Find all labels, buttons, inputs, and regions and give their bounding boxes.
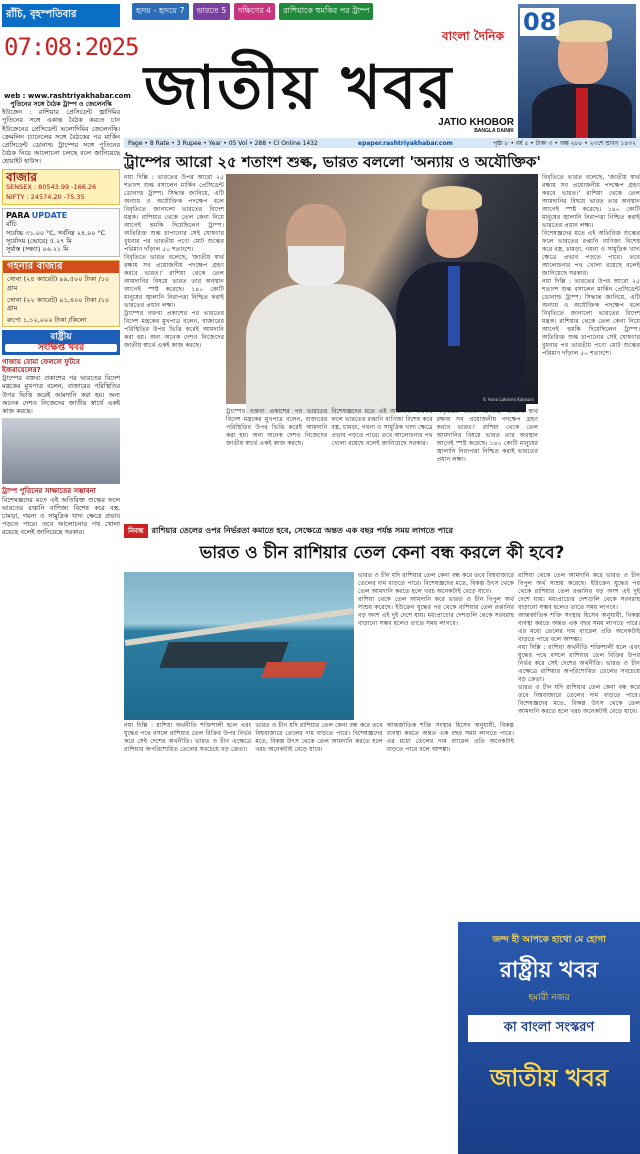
story2-mid: ভারত ও চীন যদি রাশিয়ার তেল কেনা বন্ধ করে তবে বিশ্ববাজারে তেলের দাম বাড়তে পারে। বিশেষজ্ঞদের মতে, বিকল্প উৎস থেকে তেল আমদানি করতে হলে খরচ অনেকটাই বেড়ে যাবে। রাশিয়া থেকে তেল আমদানি করে ভারত ও চীন বিপুল অর্থ সাশ্রয় করেছে। ইউক্রেন যুদ্ধের পর থেকে রাশিয়ার তেল রপ্তানির বড় অংশ এই দুই দেশে যায়। মধ্যপ্রাচ্যের দেশগুলি থেকে সরবরাহ বাড়ানো সম্ভব হলেও তাতে সময় লাগবে। [358,572,514,627]
modi-trump-photo [226,174,538,404]
story2-strap [124,524,640,538]
brief-text-2: বিশেষজ্ঞদের মতে এই অতিরিক্ত শুল্কের ফলে ভারতের রপ্তানি বাণিজ্য বিশেষ করে বস্ত্র, চামড়া, গয়না ও সামুদ্রিক খাদ্য ক্ষেত্রে প্রভাব পড়তে পারে। তবে আলোচনার পথ খোলা রয়েছে বলেই জানিয়েছে সরকার। [2,495,120,537]
nifty: NIFTY : 24574.20 -75.35 [6,193,85,202]
logo-subtitle: বাংলা দৈনিক [441,29,504,43]
story1-right: বিবৃতিতে ভারত বলেছে, 'জাতীয় স্বার্থ রক্ষায় সব প্রয়োজনীয় পদক্ষেপ গ্রহণ করবে ভারত।' রাশিয়া থেকে তেল আমদানির বিষয়ে ভারত তার অবস্থান আগেই স্পষ্ট করেছে। ১৪০ কোটি মানুষের জ্বালানি নিরাপত্তা নিশ্চিত করাই ভারতের প্রধান লক্ষ্য। বিশেষজ্ঞদের মতে এই অতিরিক্ত শুল্কের ফলে ভারতের রপ্তানি বাণিজ্য বিশেষ করে বস্ত্র, চামড়া, গয়না ও সামুদ্রিক খাদ্য ক্ষেত্রে প্রভাব পড়তে পারে। তবে আলোচনার পথ খোলা রয়েছে বলেই জানিয়েছে সরকার। নয়া দিল্লি : ভারতের উপর আরো ২৫ শতাংশ শুল্ক বসালেন মার্কিন প্রেসিডেন্ট ডোনাল্ড ট্রাম্প। সিদ্ধান্ত জানিয়ে, এটি অন্যায় ও অযৌক্তিক পদক্ষেপ বলে বিবৃতিতে জানালো ভারতের বিদেশ মন্ত্রক। রাশিয়ার থেকে তেল কেনা নিয়ে আগেই হুমকি দিয়েছিলেন ট্রাম্প। অতিরিক্ত শুল্ক চাপানোর সেই ঘোষণার বুধবার পর ভারতীয় পণ্যে মোট শুল্কের পরিমাণ দাঁড়াল ৫০ শতাংশে। [542,174,640,357]
photo-caption: © Anna Lakshmi Kalasani [482,397,534,402]
story2-strap-text: রাশিয়ার তেলের ওপর নির্ভরতা কমাতে হবে, সেক্ষেত্রে অন্তত এক বছর পর্যন্ত সময় লাগতে পারে [151,525,454,535]
story2-right: রাশিয়া থেকে তেল আমদানি করে ভারত ও চীন বিপুল অর্থ সাশ্রয় করেছে। ইউক্রেন যুদ্ধের পর থেকে রাশিয়ার তেল রপ্তানির বড় অংশ এই দুই দেশে যায়। মধ্যপ্রাচ্যের দেশগুলি থেকে সরবরাহ বাড়ানো সম্ভব হলেও তাতে সময় লাগবে। আন্তর্জাতিক শক্তি সংস্থার হিসেব অনুযায়ী, বিকল্প ব্যবস্থা করতে অন্তত এক বছর সময় লাগতে পারে। এর মধ্যে তেলের দাম ব্যারেল প্রতি অনেকটাই বাড়তে পারে বলে আশঙ্কা। নয়া দিল্লি : রাশিয়া অর্থনীতি শক্তিশালী হলে এবং যুদ্ধের পথে বসলে রাশিয়ার তেল বিক্রির উপর নির্ভর করে সেই দেশের অর্থনীতি। ভারত ও চীন এক্ষেত্রে রাশিয়ার অপরিশোধিত তেলের সবচেয়ে বড় ক্রেতা। ভারত ও চীন যদি রাশিয়ার তেল কেনা বন্ধ করে তবে বিশ্ববাজারে তেলের দাম বাড়তে পারে। বিশেষজ্ঞদের মতে, বিকল্প উৎস থেকে তেল আমদানি করতে হলে খরচ অনেকটাই বেড়ে যাবে। [518,572,640,715]
epaper-link[interactable]: epaper.rashtriyakhabar.com [358,139,453,147]
brief-subhead: গাজায় বোমা ফেললে ফুটবে ইজরায়েলের? [2,357,80,375]
weather-title: PARA [6,211,30,221]
date-day: রাঁচি, বৃহস্পতিবার [2,4,120,27]
story-title: পুতিনের সঙ্গে বৈঠক ট্রাম্প ও জেলেনস্কি [10,100,112,108]
date: 07:08:2025 [4,33,139,61]
date-box [2,4,139,90]
brief-subhead-2: ট্রাম্প পুতিনের সাক্ষাতের সম্ভাবনা [2,487,96,496]
story-text: ইউক্রেন : রাশিয়ার প্রেসিডেন্ট ভ্লাদিমির পুতিনের সঙ্গে একান্ত বৈঠক করতে চান ইউক্রেনের প্রেসিডেন্ট ভলোদিমির জেলেনস্কি। ক্রেমলিন চ্যানেলের সঙ্গে বৈঠকের পর মার্কিন প্রেসিডেন্ট ডোনাল্ড ট্রাম্পের সঙ্গে পুতিনের বৈঠক নিয়ে আলোচনা চলছে বলে জানিয়েছে হোয়াইট হাউস। [2,108,120,166]
promo-1[interactable]: হৃদয় - হৃদয়ে 7 [132,3,189,20]
promo-4[interactable]: রাশিয়াকে হুমকির পর ট্রাম্প [279,3,373,20]
masthead-logo[interactable] [124,26,514,136]
left-column [2,100,120,1005]
headline-1[interactable]: ট্রাম্পের আরো ২৫ শতাংশ শুল্ক, ভারত বললো 'অন্যায় ও অযৌক্তিক' [124,153,541,171]
info-bar [124,138,640,148]
brief-text: ট্রাম্পের বক্তব্য প্রকাশের পর ভারতের বিদেশ মন্ত্রকের মুখপাত্র বলেন, বাজারের পরিস্থিতির উপর ভিত্তি করেই আমদানি করা হয়। অন্য অনেক দেশও নিজেদের জাতীয় স্বার্থে একই কাজ করছে। [2,374,120,416]
headline-2[interactable]: ভারত ও চীন রাশিয়ার তেল কেনা বন্ধ করলে কী হবে? [199,543,565,563]
advertisement[interactable]: জল্দ হী আপকে হাথো মে হোগা রাষ্ট্রীয় খবর হমারী নজর কা বাংলা সংস্করণ জাতীয় খবর [458,922,640,1154]
main-area [124,150,640,1092]
story1-lede: নয়া দিল্লি : ভারতের উপর আরো ২৫ শতাংশ শুল্ক বসালেন মার্কিন প্রেসিডেন্ট ডোনাল্ড ট্রাম্প। সিদ্ধান্ত জানিয়ে, এটি অন্যায় ও অযৌক্তিক পদক্ষেপ বলে বিবৃতিতে জানালো ভারতের বিদেশ মন্ত্রক। রাশিয়ার থেকে তেল কেনা নিয়ে আগেই হুমকি দিয়েছিলেন ট্রাম্প। অতিরিক্ত শুল্ক চাপানোর সেই ঘোষণার বুধবার পর ভারতীয় পণ্যে মোট শুল্কের পরিমাণ দাঁড়াল ৫০ শতাংশে। বিবৃতিতে ভারত বলেছে, 'জাতীয় স্বার্থ রক্ষায় সব প্রয়োজনীয় পদক্ষেপ গ্রহণ করবে ভারত।' রাশিয়া থেকে তেল আমদানির বিষয়ে ভারত তার অবস্থান আগেই স্পষ্ট করেছে। ১৪০ কোটি মানুষের জ্বালানি নিরাপত্তা নিশ্চিত করাই ভারতের প্রধান লক্ষ্য। ট্রাম্পের বক্তব্য প্রকাশের পর ভারতের বিদেশ মন্ত্রকের মুখপাত্র বলেন, বাজারের পরিস্থিতির উপর ভিত্তি করেই আমদানি করা হয়। অন্য অনেক দেশও নিজেদের জাতীয় স্বার্থে একই কাজ করছে। [124,174,224,349]
market-title: বাজার [6,169,37,184]
story2-body: নয়া দিল্লি : রাশিয়া অর্থনীতি শক্তিশালী হলে এবং যুদ্ধের পথে বসলে রাশিয়ার তেল বিক্রির উপর নির্ভর করে সেই দেশের অর্থনীতি। ভারত ও চীন এক্ষেত্রে রাশিয়ার অপরিশোধিত তেলের সবচেয়ে বড় ক্রেতা। ভারত ও চীন যদি রাশিয়ার তেল কেনা বন্ধ করে তবে বিশ্ববাজারে তেলের দাম বাড়তে পারে। বিশেষজ্ঞদের মতে, বিকল্প উৎস থেকে তেল আমদানি করতে হলে খরচ অনেকটাই বেড়ে যাবে। আন্তর্জাতিক শক্তি সংস্থার হিসেব অনুযায়ী, বিকল্প ব্যবস্থা করতে অন্তত এক বছর সময় লাগতে পারে। এর মধ্যে তেলের দাম ব্যারেল প্রতি অনেকটাই বাড়তে পারে বলে আশঙ্কা। [124,722,514,753]
info-right: পৃষ্ঠা ৮ • বর্ষ ৫ • টাকা ৩ • অঙ্ক ২৮৮ • ২৩শে শ্রাবণ ১৪৩২ [493,139,636,147]
news-brief-header: রাষ্ট্রীয় সংক্ষিপ্ত খবর [2,330,120,354]
sunrise: সূর্যোদয় (ভোরে) ৫.২৭ মি [6,236,72,245]
trump-portrait-photo [518,4,636,138]
trump-photo-small [2,418,120,484]
website[interactable]: web : www.rashtriyakhabar.com [4,92,131,100]
market-box [2,169,120,206]
promo-2[interactable]: ভারতে 5 [193,3,231,20]
sensex: SENSEX : 80543.99 -166.26 [6,182,97,191]
side-number: 08 [520,8,559,36]
logo-english: JATIO KHOBOR BANGLA DAINIK [438,117,514,134]
weather-values: সর্বোচ্চ ৩১.০০ °C, সর্বনিম্ন ২৪.০০ °C [6,228,106,237]
weather-box: PARA UPDATE রাঁচি সর্বোচ্চ ৩১.০০ °C, সর্বনিম্ন ২৪.০০ °C সূর্যোদয় (ভোরে) ৫.২৭ মি সূর্যাস্ত (সন্ধ্যা) ০৬.২১ মি [2,208,120,257]
logo-title: জাতীয় খবর [144,53,454,123]
gold-box [2,260,120,327]
silver: রুপো ১,১২,০০০ টাকা /কিলো [7,316,87,325]
gold-24: সোনা (২৪ ক্যারেট) ৯৯,৫০০ টাকা /১০ গ্রাম [7,275,110,292]
weather-city: রাঁচি [6,220,17,229]
sunset: সূর্যাস্ত (সন্ধ্যা) ০৬.২১ মি [6,245,69,254]
promo-3[interactable]: দক্ষিণের 4 [234,3,275,20]
story1-below: ট্রাম্পের বক্তব্য প্রকাশের পর ভারতের বিদেশ মন্ত্রকের মুখপাত্র বলেন, বাজারের পরিস্থিতির উপর ভিত্তি করেই আমদানি করা হয়। অন্য অনেক দেশও নিজেদের জাতীয় স্বার্থে একই কাজ করছে। বিশেষজ্ঞদের মতে এই অতিরিক্ত শুল্কের ফলে ভারতের রপ্তানি বাণিজ্য বিশেষ করে বস্ত্র, চামড়া, গয়না ও সামুদ্রিক খাদ্য ক্ষেত্রে প্রভাব পড়তে পারে। তবে আলোচনার পথ খোলা রয়েছে বলেই জানিয়েছে সরকার। বিবৃতিতে ভারত বলেছে, 'জাতীয় স্বার্থ রক্ষায় সব প্রয়োজনীয় পদক্ষেপ গ্রহণ করবে ভারত।' রাশিয়া থেকে তেল আমদানির বিষয়ে ভারত তার অবস্থান আগেই স্পষ্ট করেছে। ১৪০ কোটি মানুষের জ্বালানি নিরাপত্তা নিশ্চিত করাই ভারতের প্রধান লক্ষ্য। [226,408,538,463]
story2-tag: নিবন্ধ [124,524,148,538]
gold-22: সোনা (২২ ক্যারেট) ৯১,৪০০ টাকা /১০ গ্রাম [7,295,110,313]
info-left: Page • 8 Rate • 3 Rupee • Year • 05 Vol • 288 • CI Online 1432 [128,139,318,147]
oil-tanker-photo [124,572,354,720]
gold-title: গহনার বাজার [3,261,119,273]
